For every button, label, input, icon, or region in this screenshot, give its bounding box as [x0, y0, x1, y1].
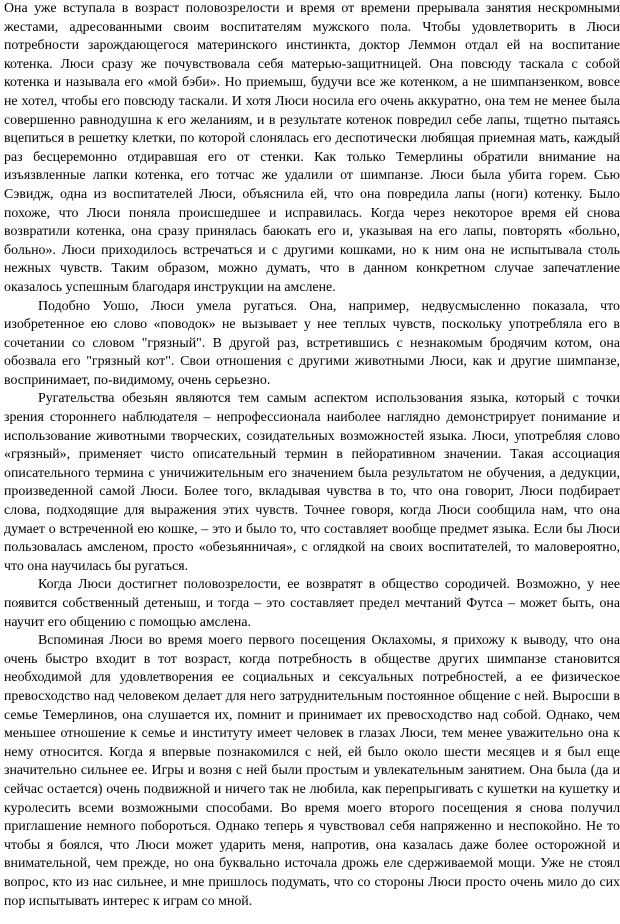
- paragraph-oklahoma-visit: Вспоминая Люси во время моего первого посещения Оклахомы, я прихожу к выводу, что она очень быстро входит в тот возраст, когда потребность в обществе других шимпанзе становится необходимой для удовлетворения ее социальных и сексуальных потребностей, а ее физическое превосходство над человеком делает для него затруднительным постоянное общение с ней. Выросши в семье Темерлинов, она слушается их, помнит и принимает их превосходство над собой. Однако, чем меньшее отношение к семье и институту имеет человек в глазах Люси, тем менее уважительно она к нему относится. Когда я впервые познакомился с ней, ей было около шести месяцев и я был еще значительно сильнее ее. Игры и возня с ней были простым и увлекательным занятием. Она была (да и сейчас остается) очень подвижной и ничего так не любила, как перепрыгивать с кушетки на кушетку и куролесить всеми возможными способами. Во время моего второго посещения я снова получил приглашение немного побороться. Однако теперь я чувствовал себя напряженно и неспокойно. Не то чтобы я боялся, что Люси может ударить меня, напротив, она казалась даже более осторожной и внимательной, чем прежде, но она буквально источала дрожь еле сдерживаемой мощи. Уже не стоял вопрос, кто из нас сильнее, и мне пришлось подумать, что со стороны Люси просто очень мило до сих пор испытывать интерес к играм со мной.: [4, 633, 620, 909]
- paragraph-lucy-kitten: Она уже вступала в возраст половозрелости и время от времени прерывала занятия нескромными жестами, адресованными своим воспитателям мужского пола. Чтобы удовлетворить в Люси потребности зарождающегося материнского инстинкта, доктор Леммон отдал ей на воспитание котенка. Люси сразу же почувствовала себя матерью-защитницей. Она повсюду таскала с собой котенка и называла его «мой бэби». Но приемыш, будучи все же котенком, а не шимпанзенком, вовсе не хотел, чтобы его повсюду таскали. И хотя Люси носила его очень аккуратно, она тем не менее была совершенно равнодушна к его желаниям, и в результате котенок повредил себе лапы, тщетно пытаясь вцепиться в решетку клетки, по которой слонялась его деспотически любящая приемная мать, каждый раз бесцеремонно отдиравшая его от стенки. Как только Темерлины обратили внимание на изъязвленные лапки котенка, его тотчас же удалили от шимпанзе. Люси была убита горем. Сью Сэвидж, одна из воспитателей Люси, объяснила ей, что она повредила лапы (ноги) котенку. Было похоже, что Люси поняла происшедшее и исправилась. Когда через некоторое время ей снова возвратили котенка, она сразу принялась баюкать его и, указывая на его лапы, повторять «больно, больно». Люси приходилось встречаться и с другими кошками, но к ним она не испытывала столь нежных чувств. Таким образом, можно думать, что в данном конкретном случае запечатление оказалось успешным благодаря инструкции на амслене.: [4, 1, 620, 295]
- paragraph-lucy-swearing: Подобно Уошо, Люси умела ругаться. Она, например, недвусмысленно показала, что изобретенное ею слово «поводок» не вызывает у нее теплых чувств, поскольку употребляла его в сочетании со словом "грязный". В другой раз, встретившись с незнакомым бродячим котом, она обозвала его "грязный кот". Свои отношения с другими животными Люси, как и другие шимпанзе, воспринимает, по-видимому, очень серьезно.: [4, 298, 620, 388]
- paragraph-ape-swearing: Ругательства обезьян являются тем самым аспектом использования языка, который с точки зрения стороннего наблюдателя – непрофессионала наиболее наглядно демонстрирует понимание и использование животными творческих, созидательных возможностей языка. Люси, употребляя слово «грязный», применяет чисто описательный термин в пейоративном значении. Такая ассоциация описательного термина с уничижительным его значением была результатом не обучения, а дедукции, произведенной самой Люси. Более того, вкладывая чувства в то, что она говорит, Люси подбирает слова, подходящие для выражения этих чувств. Точнее говоря, когда Люси сообщила нам, что она думает о встреченной ею кошке, – это и было то, что составляет вообще предмет языка. Если бы Люси пользовалась амсленом, просто «обезьянничая», с оглядкой на своих воспитателей, то маловероятно, что она научилась бы ругаться.: [4, 391, 620, 574]
- paragraph-lucy-maturity: Когда Люси достигнет половозрелости, ее возвратят в общество сородичей. Возможно, у нее появится собственный детеныш, и тогда – это составляет предел мечтаний Футса – может быть, она научит его общению с помощью амслена.: [4, 577, 620, 630]
